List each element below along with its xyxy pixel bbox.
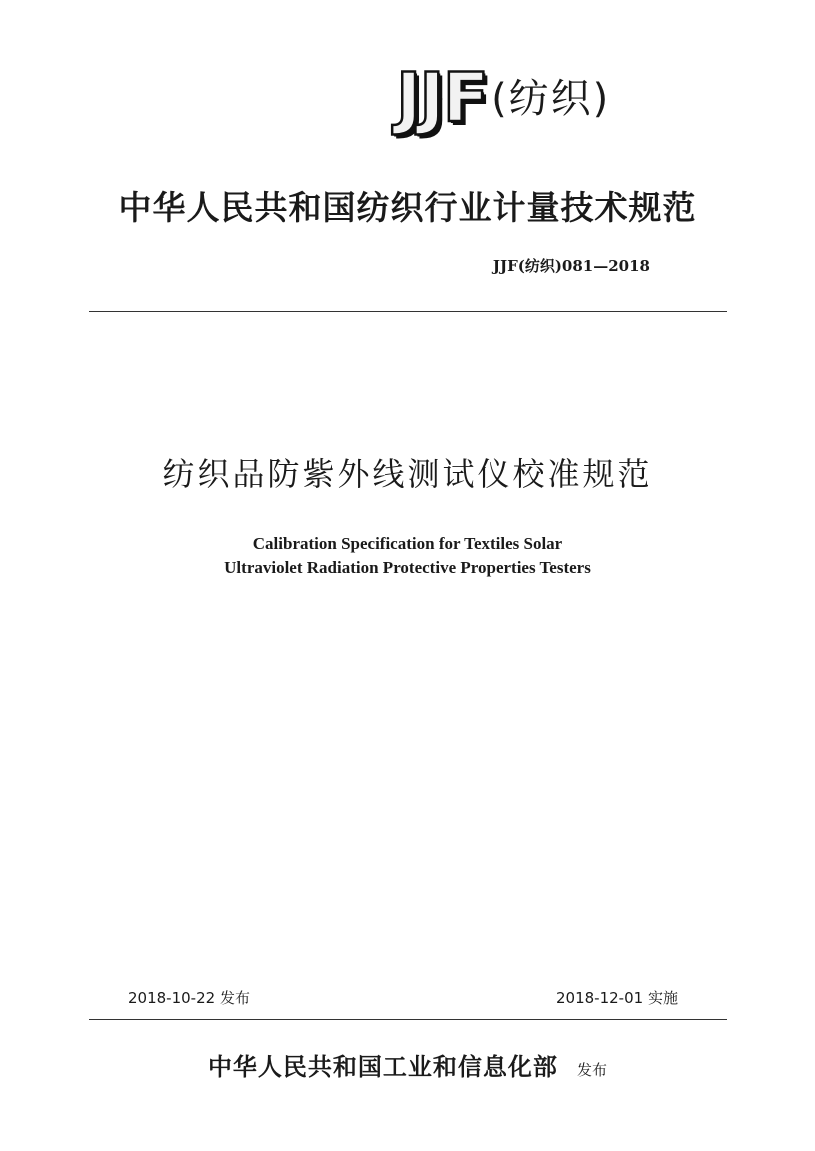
bottom-divider	[89, 1019, 727, 1020]
english-title-line-2: Ultraviolet Radiation Protective Properties Testers	[224, 558, 591, 577]
implementation-date: 2018-12-01 实施	[556, 989, 678, 1007]
standard-code: JJF(纺织)081—2018	[492, 257, 650, 275]
publisher-name: 中华人民共和国工业和信息化部	[207, 1052, 558, 1081]
document-title: 纺织品防紫外线测试仪校准规范	[162, 455, 653, 493]
english-title-line-1: Calibration Specification for Textiles Solar	[252, 534, 563, 553]
publisher	[0, 1050, 815, 1087]
top-divider	[89, 311, 727, 312]
publisher-action: 发布	[577, 1061, 608, 1079]
jjf-logo	[396, 59, 611, 138]
logo-letters: JJF	[396, 59, 488, 138]
english-title	[0, 532, 815, 580]
logo-suffix: (纺织)	[491, 76, 611, 122]
series-title: 中华人民共和国纺织行业计量技术规范	[118, 188, 697, 227]
issue-date: 2018-10-22 发布	[128, 989, 250, 1007]
